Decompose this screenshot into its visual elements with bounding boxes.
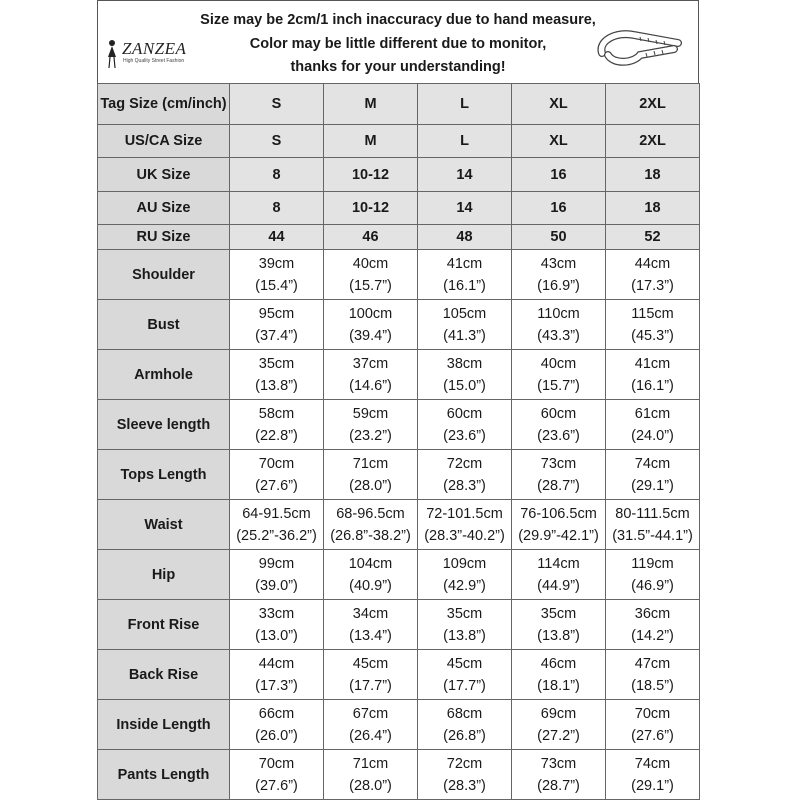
metric-value: 114cm	[537, 555, 580, 572]
metric-value: 69cm	[540, 705, 577, 722]
metric-value: 58cm	[258, 405, 295, 422]
size-chart-header	[98, 1, 698, 83]
size-value: 16	[512, 192, 606, 225]
measurement-cell	[324, 550, 418, 600]
size-value: 8	[230, 158, 324, 192]
imperial-value: (15.7”)	[349, 277, 392, 294]
imperial-value: (28.7”)	[537, 777, 580, 794]
size-value: 48	[418, 225, 512, 250]
imperial-value: (45.3”)	[631, 327, 674, 344]
note-line: Color may be little different due to monitor,	[249, 35, 547, 52]
imperial-value: (28.3”)	[443, 777, 486, 794]
measurement-cell	[324, 700, 418, 750]
measurement-row	[98, 500, 700, 550]
imperial-value: (27.6”)	[255, 777, 298, 794]
metric-value: 35cm	[540, 605, 577, 622]
imperial-value: (16.9”)	[537, 277, 580, 294]
metric-value: 41cm	[446, 255, 483, 272]
measurement-cell	[606, 550, 700, 600]
metric-value: 73cm	[540, 755, 577, 772]
size-row	[98, 158, 700, 192]
metric-value: 72-101.5cm	[426, 505, 503, 522]
metric-value: 71cm	[352, 455, 389, 472]
imperial-value: (40.9”)	[349, 577, 392, 594]
imperial-value: (16.1”)	[443, 277, 486, 294]
measurement-row	[98, 300, 700, 350]
measurement-cell	[230, 450, 324, 500]
metric-value: 100cm	[348, 305, 393, 322]
imperial-value: (22.8”)	[255, 427, 298, 444]
imperial-value: (43.3”)	[537, 327, 580, 344]
size-value: M	[324, 84, 418, 125]
imperial-value: (18.5”)	[631, 677, 674, 694]
measurement-notes	[198, 9, 598, 80]
measurement-cell	[230, 600, 324, 650]
measurement-cell	[418, 550, 512, 600]
metric-value: 72cm	[446, 455, 483, 472]
measurement-cell	[512, 750, 606, 800]
imperial-value: (24.0”)	[631, 427, 674, 444]
measurement-cell	[606, 250, 700, 300]
size-value: L	[418, 84, 512, 125]
imperial-value: (37.4”)	[255, 327, 298, 344]
row-label: Pants Length	[98, 750, 230, 800]
measurement-cell	[606, 350, 700, 400]
imperial-value: (16.1”)	[631, 377, 674, 394]
metric-value: 41cm	[634, 355, 671, 372]
metric-value: 60cm	[540, 405, 577, 422]
metric-value: 70cm	[258, 755, 295, 772]
metric-value: 109cm	[442, 555, 487, 572]
brand-name: ZANZEA	[122, 39, 187, 58]
row-label: RU Size	[98, 225, 230, 250]
imperial-value: (13.8”)	[255, 377, 298, 394]
measurement-cell	[324, 650, 418, 700]
imperial-value: (17.7”)	[443, 677, 486, 694]
measurement-cell	[230, 400, 324, 450]
metric-value: 74cm	[634, 455, 671, 472]
measurement-cell	[512, 450, 606, 500]
metric-value: 43cm	[540, 255, 577, 272]
measurement-row	[98, 450, 700, 500]
note-line: Size may be 2cm/1 inch inaccuracy due to hand measure,	[200, 12, 596, 28]
measurement-cell	[606, 750, 700, 800]
row-label: Hip	[98, 550, 230, 600]
metric-value: 119cm	[631, 555, 674, 572]
metric-value: 64-91.5cm	[242, 505, 311, 522]
metric-value: 80-111.5cm	[615, 505, 690, 522]
measurement-row	[98, 600, 700, 650]
imperial-value: (41.3”)	[443, 327, 486, 344]
measurement-cell	[324, 250, 418, 300]
size-value: 46	[324, 225, 418, 250]
metric-value: 95cm	[258, 305, 295, 322]
imperial-value: (23.6”)	[443, 427, 486, 444]
measurement-cell	[230, 350, 324, 400]
metric-value: 35cm	[258, 355, 295, 372]
metric-value: 61cm	[634, 405, 671, 422]
imperial-value: (28.3”)	[443, 477, 486, 494]
measurement-cell	[230, 750, 324, 800]
imperial-value: (42.9”)	[443, 577, 486, 594]
imperial-value: (39.4”)	[349, 327, 392, 344]
metric-value: 68-96.5cm	[336, 505, 405, 522]
measurement-cell	[418, 650, 512, 700]
measurement-cell	[512, 400, 606, 450]
measurement-cell	[324, 600, 418, 650]
metric-value: 40cm	[352, 255, 389, 272]
measurement-cell	[324, 300, 418, 350]
imperial-value: (15.0”)	[443, 377, 486, 394]
metric-value: 72cm	[446, 755, 483, 772]
measurement-cell	[606, 650, 700, 700]
measurement-cell	[512, 550, 606, 600]
metric-value: 105cm	[442, 305, 487, 322]
measurement-cell	[230, 550, 324, 600]
metric-value: 46cm	[540, 655, 577, 672]
size-value: 52	[606, 225, 700, 250]
measurement-row	[98, 750, 700, 800]
metric-value: 40cm	[540, 355, 577, 372]
measurement-cell	[418, 350, 512, 400]
measurement-cell	[512, 350, 606, 400]
metric-value: 39cm	[258, 255, 295, 272]
metric-value: 33cm	[258, 605, 295, 622]
imperial-value: (27.6”)	[631, 727, 674, 744]
size-value: S	[230, 125, 324, 158]
measurement-cell	[230, 650, 324, 700]
size-value: 16	[512, 158, 606, 192]
measurement-cell	[606, 300, 700, 350]
size-row	[98, 192, 700, 225]
measurement-row	[98, 400, 700, 450]
size-value: 10-12	[324, 158, 418, 192]
metric-value: 68cm	[446, 705, 483, 722]
size-value: 50	[512, 225, 606, 250]
metric-value: 70cm	[258, 455, 295, 472]
metric-value: 73cm	[540, 455, 577, 472]
measurement-cell	[512, 600, 606, 650]
note-line: thanks for your understanding!	[290, 59, 506, 75]
imperial-value: (26.8”-38.2”)	[330, 527, 411, 544]
measurement-cell	[418, 250, 512, 300]
size-row	[98, 84, 700, 125]
size-value: 2XL	[606, 84, 700, 125]
measurement-row	[98, 650, 700, 700]
size-chart-table	[97, 83, 700, 800]
row-label: US/CA Size	[98, 125, 230, 158]
imperial-value: (14.6”)	[349, 377, 392, 394]
imperial-value: (26.8”)	[443, 727, 486, 744]
imperial-value: (44.9”)	[537, 577, 580, 594]
metric-value: 47cm	[634, 655, 671, 672]
size-value: 14	[418, 192, 512, 225]
measurement-cell	[606, 600, 700, 650]
row-label: Back Rise	[98, 650, 230, 700]
imperial-value: (13.8”)	[537, 627, 580, 644]
imperial-value: (39.0”)	[255, 577, 298, 594]
size-value: S	[230, 84, 324, 125]
row-label: UK Size	[98, 158, 230, 192]
imperial-value: (25.2”-36.2”)	[236, 527, 317, 544]
measuring-tape-icon	[594, 19, 684, 71]
metric-value: 59cm	[352, 405, 389, 422]
imperial-value: (27.6”)	[255, 477, 298, 494]
measurement-cell	[512, 700, 606, 750]
size-value: 14	[418, 158, 512, 192]
measurement-cell	[230, 500, 324, 550]
measurement-cell	[324, 400, 418, 450]
measurement-cell	[230, 250, 324, 300]
imperial-value: (13.0”)	[255, 627, 298, 644]
metric-value: 66cm	[258, 705, 295, 722]
size-value: 2XL	[606, 125, 700, 158]
imperial-value: (29.9”-42.1”)	[518, 527, 599, 544]
imperial-value: (28.3”-40.2”)	[424, 527, 505, 544]
measurement-cell	[324, 500, 418, 550]
size-value: 8	[230, 192, 324, 225]
row-label: Sleeve length	[98, 400, 230, 450]
measurement-cell	[230, 700, 324, 750]
imperial-value: (31.5”-44.1”)	[612, 527, 693, 544]
metric-value: 76-106.5cm	[520, 505, 597, 522]
imperial-value: (15.4”)	[255, 277, 298, 294]
imperial-value: (13.4”)	[349, 627, 392, 644]
imperial-value: (17.3”)	[255, 677, 298, 694]
row-label: Front Rise	[98, 600, 230, 650]
measurement-cell	[324, 750, 418, 800]
brand-tagline: High Quality Street Fashion	[123, 58, 185, 64]
metric-value: 36cm	[634, 605, 671, 622]
size-value: 44	[230, 225, 324, 250]
model-silhouette-icon	[104, 39, 120, 69]
imperial-value: (23.6”)	[537, 427, 580, 444]
size-value: 18	[606, 192, 700, 225]
row-label: AU Size	[98, 192, 230, 225]
measurement-cell	[324, 450, 418, 500]
metric-value: 67cm	[352, 705, 389, 722]
row-label: Shoulder	[98, 250, 230, 300]
measurement-row	[98, 350, 700, 400]
size-value: XL	[512, 125, 606, 158]
measurement-cell	[512, 500, 606, 550]
metric-value: 74cm	[634, 755, 671, 772]
metric-value: 44cm	[258, 655, 295, 672]
imperial-value: (28.7”)	[537, 477, 580, 494]
imperial-value: (26.4”)	[349, 727, 392, 744]
measurement-cell	[512, 650, 606, 700]
metric-value: 70cm	[634, 705, 671, 722]
measurement-cell	[606, 700, 700, 750]
measurement-cell	[512, 250, 606, 300]
imperial-value: (27.2”)	[537, 727, 580, 744]
size-row	[98, 125, 700, 158]
measurement-cell	[418, 600, 512, 650]
measurement-cell	[606, 400, 700, 450]
measurement-cell	[418, 500, 512, 550]
metric-value: 99cm	[258, 555, 295, 572]
measurement-cell	[418, 700, 512, 750]
metric-value: 37cm	[352, 355, 389, 372]
measurement-cell	[230, 300, 324, 350]
metric-value: 44cm	[634, 255, 671, 272]
metric-value: 35cm	[446, 605, 483, 622]
measurement-cell	[418, 300, 512, 350]
imperial-value: (28.0”)	[349, 777, 392, 794]
size-value: 10-12	[324, 192, 418, 225]
imperial-value: (13.8”)	[443, 627, 486, 644]
size-value: 18	[606, 158, 700, 192]
metric-value: 115cm	[631, 305, 674, 322]
imperial-value: (46.9”)	[631, 577, 674, 594]
size-value: XL	[512, 84, 606, 125]
imperial-value: (29.1”)	[631, 477, 674, 494]
metric-value: 45cm	[446, 655, 483, 672]
size-row	[98, 225, 700, 250]
metric-value: 45cm	[352, 655, 389, 672]
metric-value: 104cm	[348, 555, 393, 572]
imperial-value: (28.0”)	[349, 477, 392, 494]
row-label: Armhole	[98, 350, 230, 400]
measurement-cell	[418, 400, 512, 450]
measurement-row	[98, 550, 700, 600]
imperial-value: (15.7”)	[537, 377, 580, 394]
measurement-cell	[324, 350, 418, 400]
measurement-cell	[606, 500, 700, 550]
measurement-cell	[418, 450, 512, 500]
metric-value: 71cm	[352, 755, 389, 772]
imperial-value: (14.2”)	[631, 627, 674, 644]
metric-value: 110cm	[537, 305, 580, 322]
imperial-value: (29.1”)	[631, 777, 674, 794]
measurement-row	[98, 250, 700, 300]
size-value: M	[324, 125, 418, 158]
metric-value: 38cm	[446, 355, 483, 372]
measurement-row	[98, 700, 700, 750]
row-label: Bust	[98, 300, 230, 350]
measurement-cell	[512, 300, 606, 350]
imperial-value: (18.1”)	[537, 677, 580, 694]
metric-value: 60cm	[446, 405, 483, 422]
row-label: Tops Length	[98, 450, 230, 500]
row-label: Inside Length	[98, 700, 230, 750]
size-value: L	[418, 125, 512, 158]
imperial-value: (17.3”)	[631, 277, 674, 294]
imperial-value: (23.2”)	[349, 427, 392, 444]
metric-value: 34cm	[352, 605, 389, 622]
measurement-cell	[418, 750, 512, 800]
row-label: Waist	[98, 500, 230, 550]
imperial-value: (17.7”)	[349, 677, 392, 694]
measurement-cell	[606, 450, 700, 500]
row-label: Tag Size (cm/inch)	[98, 84, 230, 125]
imperial-value: (26.0”)	[255, 727, 298, 744]
